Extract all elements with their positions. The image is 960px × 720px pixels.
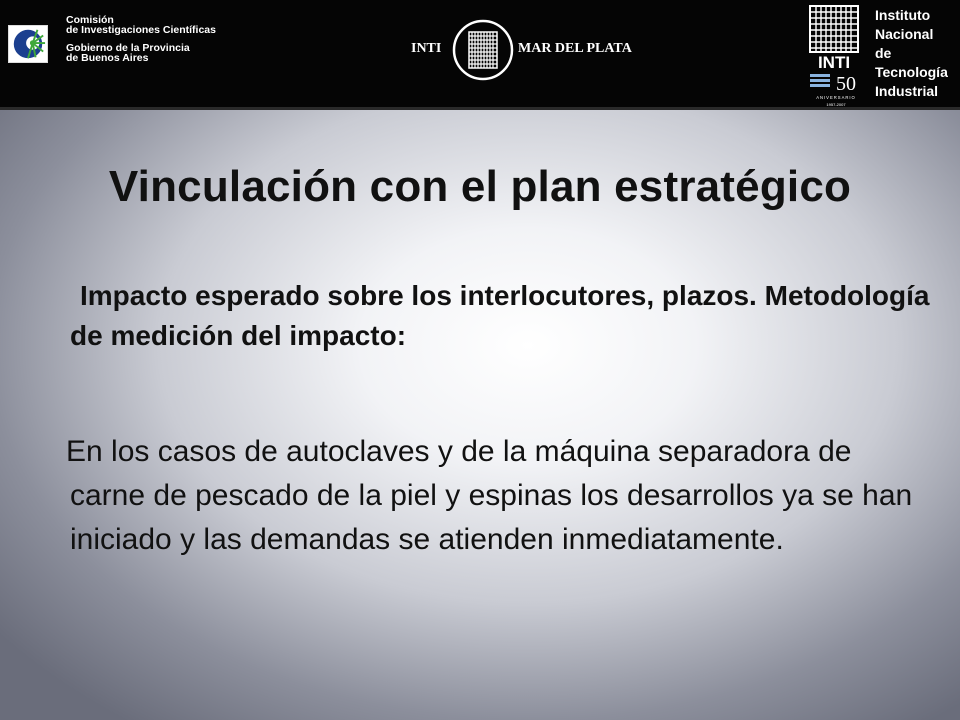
- inti-center-label: INTI: [411, 41, 442, 56]
- institute-line-1: Instituto: [875, 7, 931, 23]
- cic-line-4: de Buenos Aires: [66, 52, 149, 64]
- cic-line-2: de Investigaciones Científicas: [66, 24, 216, 36]
- institute-line-3: de Tecnología: [875, 45, 948, 80]
- header-bar: [0, 0, 960, 110]
- slide-subtitle: Impacto esperado sobre los interlocutores, plazos. Metodología de medición del impacto:: [70, 280, 930, 351]
- inti-logo-name: INTI: [817, 53, 851, 72]
- inti-logo-aniversario: ANIVERSARIO: [816, 95, 856, 100]
- institute-line-2: Nacional: [875, 26, 934, 42]
- cic-line-3: Gobierno de la Provincia: [66, 42, 190, 54]
- cic-label: [66, 15, 216, 63]
- slide-body: En los casos de autoclaves y de la máquina separadora de carne de pescado de la piel y espinas los desarrollos ya se han iniciado y las demandas se atienden inmediatamente.: [66, 435, 913, 556]
- inti-logo-range: 1957-2007: [826, 102, 846, 107]
- institute-label: [875, 6, 960, 101]
- inti-logo-years: 50: [836, 73, 856, 95]
- institute-line-4: Industrial: [875, 83, 939, 99]
- inti-emblem-icon: [451, 18, 515, 82]
- cic-logo-icon: [8, 25, 48, 63]
- cic-line-1: Comisión: [66, 14, 114, 26]
- inti-50-logo-icon: [806, 4, 866, 110]
- slide-title: Vinculación con el plan estratégico: [108, 162, 852, 211]
- mar-del-plata-label: MAR DEL PLATA: [518, 41, 632, 56]
